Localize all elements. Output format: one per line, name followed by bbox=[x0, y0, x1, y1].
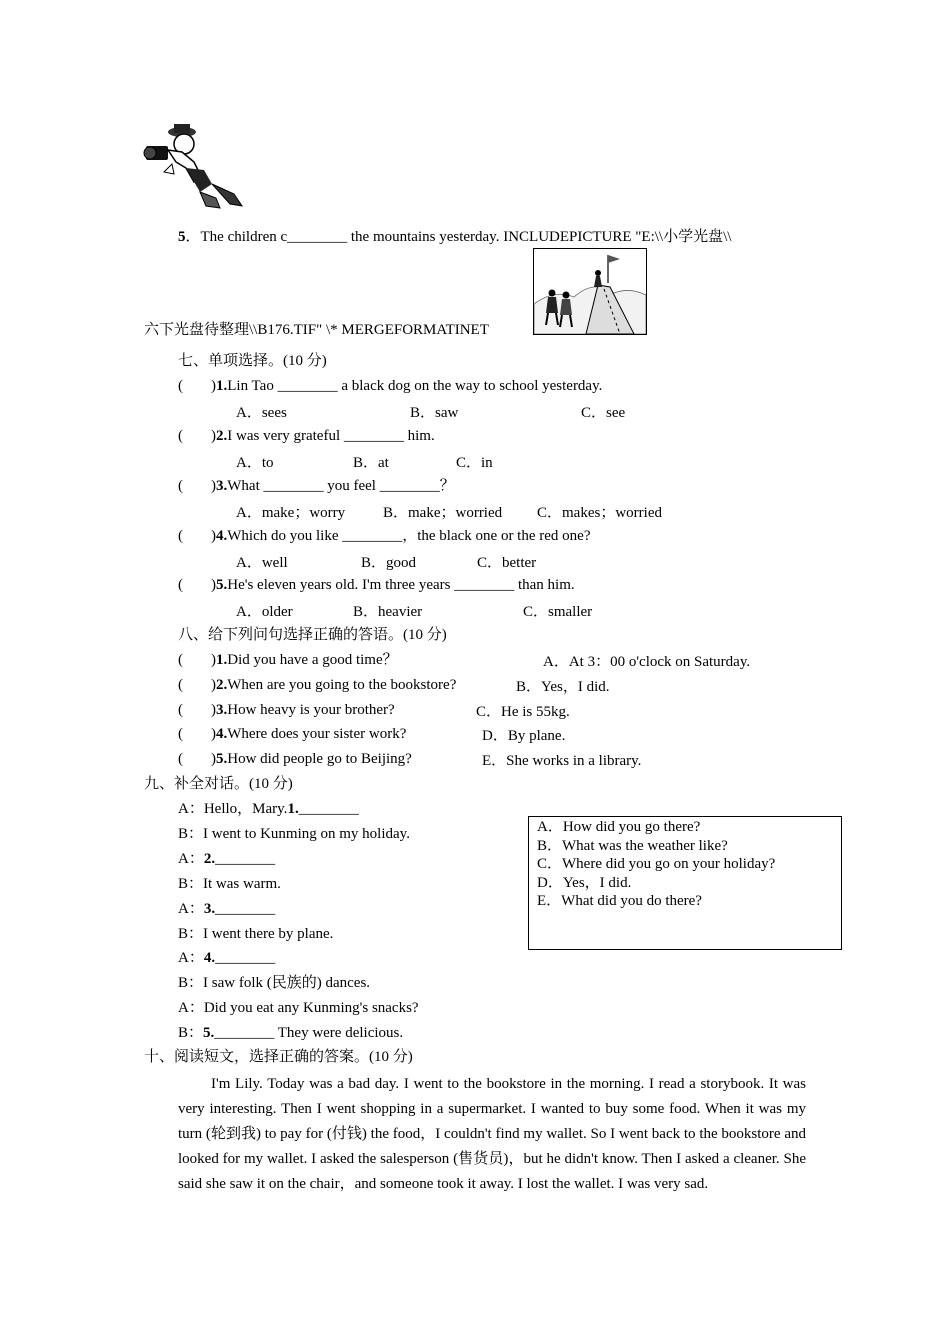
sec8-q2: ( )2.When are you going to the bookstore? bbox=[178, 677, 457, 693]
sec10-title: 十、阅读短文，选择正确的答案。(10 分) bbox=[144, 1049, 413, 1065]
sec7-q1-option-a[interactable]: A．sees bbox=[236, 405, 287, 421]
sec9-title: 九、补全对话。(10 分) bbox=[144, 776, 293, 792]
q5-number: 5 bbox=[178, 229, 186, 245]
dialog-blank-4[interactable]: ________ bbox=[215, 950, 276, 966]
dialog-option-d: D．Yes，I did. bbox=[537, 874, 632, 891]
dialog-option-e: E．What did you do there? bbox=[537, 893, 702, 909]
mountain-climbers-illustration bbox=[533, 248, 647, 335]
dialog-line-1: A：Hello，Mary.1.________ bbox=[178, 801, 359, 817]
answer-paren[interactable]: ( ) bbox=[178, 577, 216, 593]
answer-paren[interactable]: ( ) bbox=[178, 528, 216, 544]
q5-text: The children c________ the mountains yesterday. INCLUDEPICTURE "E:\\小学光盘\\ bbox=[200, 229, 732, 245]
dialog-line-7: A：4.________ bbox=[178, 950, 276, 966]
sec8-q5: ( )5.How did people go to Beijing? bbox=[178, 751, 412, 767]
sec7-q4-option-b[interactable]: B．good bbox=[361, 555, 417, 571]
answer-paren[interactable]: ( ) bbox=[178, 751, 216, 767]
sec7-q4-option-c[interactable]: C．better bbox=[477, 555, 537, 571]
sec7-q4-option-a[interactable]: A．well bbox=[236, 555, 288, 571]
dialog-option-b: B．What was the weather like? bbox=[537, 837, 728, 854]
sec7-q1-option-c[interactable]: C．see bbox=[581, 405, 626, 421]
sec8-answer-d: D．By plane. bbox=[482, 728, 566, 744]
sec7-q2-option-c[interactable]: C．in bbox=[456, 455, 493, 471]
photographer-illustration bbox=[142, 122, 246, 212]
answer-paren[interactable]: ( ) bbox=[178, 652, 216, 668]
dialog-option-c: C．Where did you go on your holiday? bbox=[537, 856, 776, 872]
sec8-q4: ( )4.Where does your sister work? bbox=[178, 726, 407, 742]
sec7-q5-option-a[interactable]: A．older bbox=[236, 604, 293, 620]
dialog-line-2: B：I went to Kunming on my holiday. bbox=[178, 826, 410, 842]
dialog-line-5: A：3.________ bbox=[178, 901, 276, 917]
sec8-answer-b: B．Yes，I did. bbox=[516, 679, 610, 695]
sec7-q2-option-a[interactable]: A．to bbox=[236, 455, 274, 471]
sec7-q5-option-b[interactable]: B．heavier bbox=[353, 604, 423, 620]
sec7-q1-option-b[interactable]: B．saw bbox=[410, 405, 459, 421]
answer-paren[interactable]: ( ) bbox=[178, 478, 216, 494]
sec7-q3-option-a[interactable]: A．make；worry bbox=[236, 505, 346, 521]
dialog-line-10: B：5.________ They were delicious. bbox=[178, 1025, 404, 1041]
dialog-line-9: A：Did you eat any Kunming's snacks? bbox=[178, 1000, 419, 1016]
sec8-q1: ( )1.Did you have a good time？ bbox=[178, 652, 398, 668]
sec8-answer-e: E．She works in a library. bbox=[482, 753, 642, 769]
answer-paren[interactable]: ( ) bbox=[178, 677, 216, 693]
answer-paren[interactable]: ( ) bbox=[178, 702, 216, 718]
sec7-q3-option-c[interactable]: C．makes；worried bbox=[537, 505, 662, 521]
sec8-title: 八、给下列问句选择正确的答语。(10 分) bbox=[178, 627, 447, 643]
q5-text-continued: 六下光盘待整理\\B176.TIF" \* MERGEFORMATINET bbox=[144, 322, 489, 338]
sec7-q2: ( )2.I was very grateful ________ him. bbox=[178, 428, 435, 444]
dialog-blank-3[interactable]: ________ bbox=[215, 901, 276, 917]
dialog-options-box bbox=[528, 816, 842, 950]
sec7-title: 七、单项选择。(10 分) bbox=[178, 353, 327, 369]
sec8-answer-c: C．He is 55kg. bbox=[476, 704, 570, 720]
sec8-answer-a: A．At 3：00 o'clock on Saturday. bbox=[543, 654, 751, 670]
dialog-line-4: B：It was warm. bbox=[178, 876, 281, 892]
answer-paren[interactable]: ( ) bbox=[178, 428, 216, 444]
dialog-blank-1[interactable]: ________ bbox=[298, 801, 359, 817]
sec7-q2-option-b[interactable]: B．at bbox=[353, 455, 389, 471]
q5-line: 5．The children c________ the mountains yesterday. INCLUDEPICTURE "E:\\小学光盘\\ bbox=[178, 229, 732, 245]
sec7-q1: ( )1.Lin Tao ________ a black dog on the way to school yesterday. bbox=[178, 378, 603, 394]
sec7-q5-option-c[interactable]: C．smaller bbox=[523, 604, 593, 620]
sec7-q4: ( )4.Which do you like ________，the black one or the red one? bbox=[178, 528, 591, 544]
dialog-line-3: A：2.________ bbox=[178, 851, 276, 867]
sec7-q3: ( )3.What ________ you feel ________？ bbox=[178, 478, 455, 494]
dialog-option-a: A．How did you go there? bbox=[537, 819, 701, 835]
answer-paren[interactable]: ( ) bbox=[178, 726, 216, 742]
dialog-blank-5[interactable]: ________ bbox=[214, 1025, 275, 1041]
dialog-line-6: B：I went there by plane. bbox=[178, 926, 334, 942]
dialog-blank-2[interactable]: ________ bbox=[215, 851, 276, 867]
q5-answer-underline bbox=[533, 334, 645, 335]
q5-line-continued bbox=[144, 320, 489, 340]
sec7-q5: ( )5.He's eleven years old. I'm three years ________ than him. bbox=[178, 577, 575, 593]
dialog-line-8: B：I saw folk (民族的) dances. bbox=[178, 975, 371, 991]
sec8-q3: ( )3.How heavy is your brother? bbox=[178, 702, 395, 718]
answer-paren[interactable]: ( ) bbox=[178, 378, 216, 394]
sec7-q3-option-b[interactable]: B．make；worried bbox=[383, 505, 503, 521]
reading-passage: I'm Lily. Today was a bad day. I went to the bookstore in the morning. I read a storybook. It was very interesting. Then I went shopping in a supermarket. I wanted to buy some food. When it was my turn (轮到我) to pay for (付钱) the food，I couldn't find my wallet. So I went back to the bookstore and looked for my wallet. I asked the salesperson (售货员)，but he didn't know. Then I asked a cleaner. She said she saw it on the chair，and someone took it away. I lost the wallet. I was very sad. bbox=[178, 1076, 806, 1192]
